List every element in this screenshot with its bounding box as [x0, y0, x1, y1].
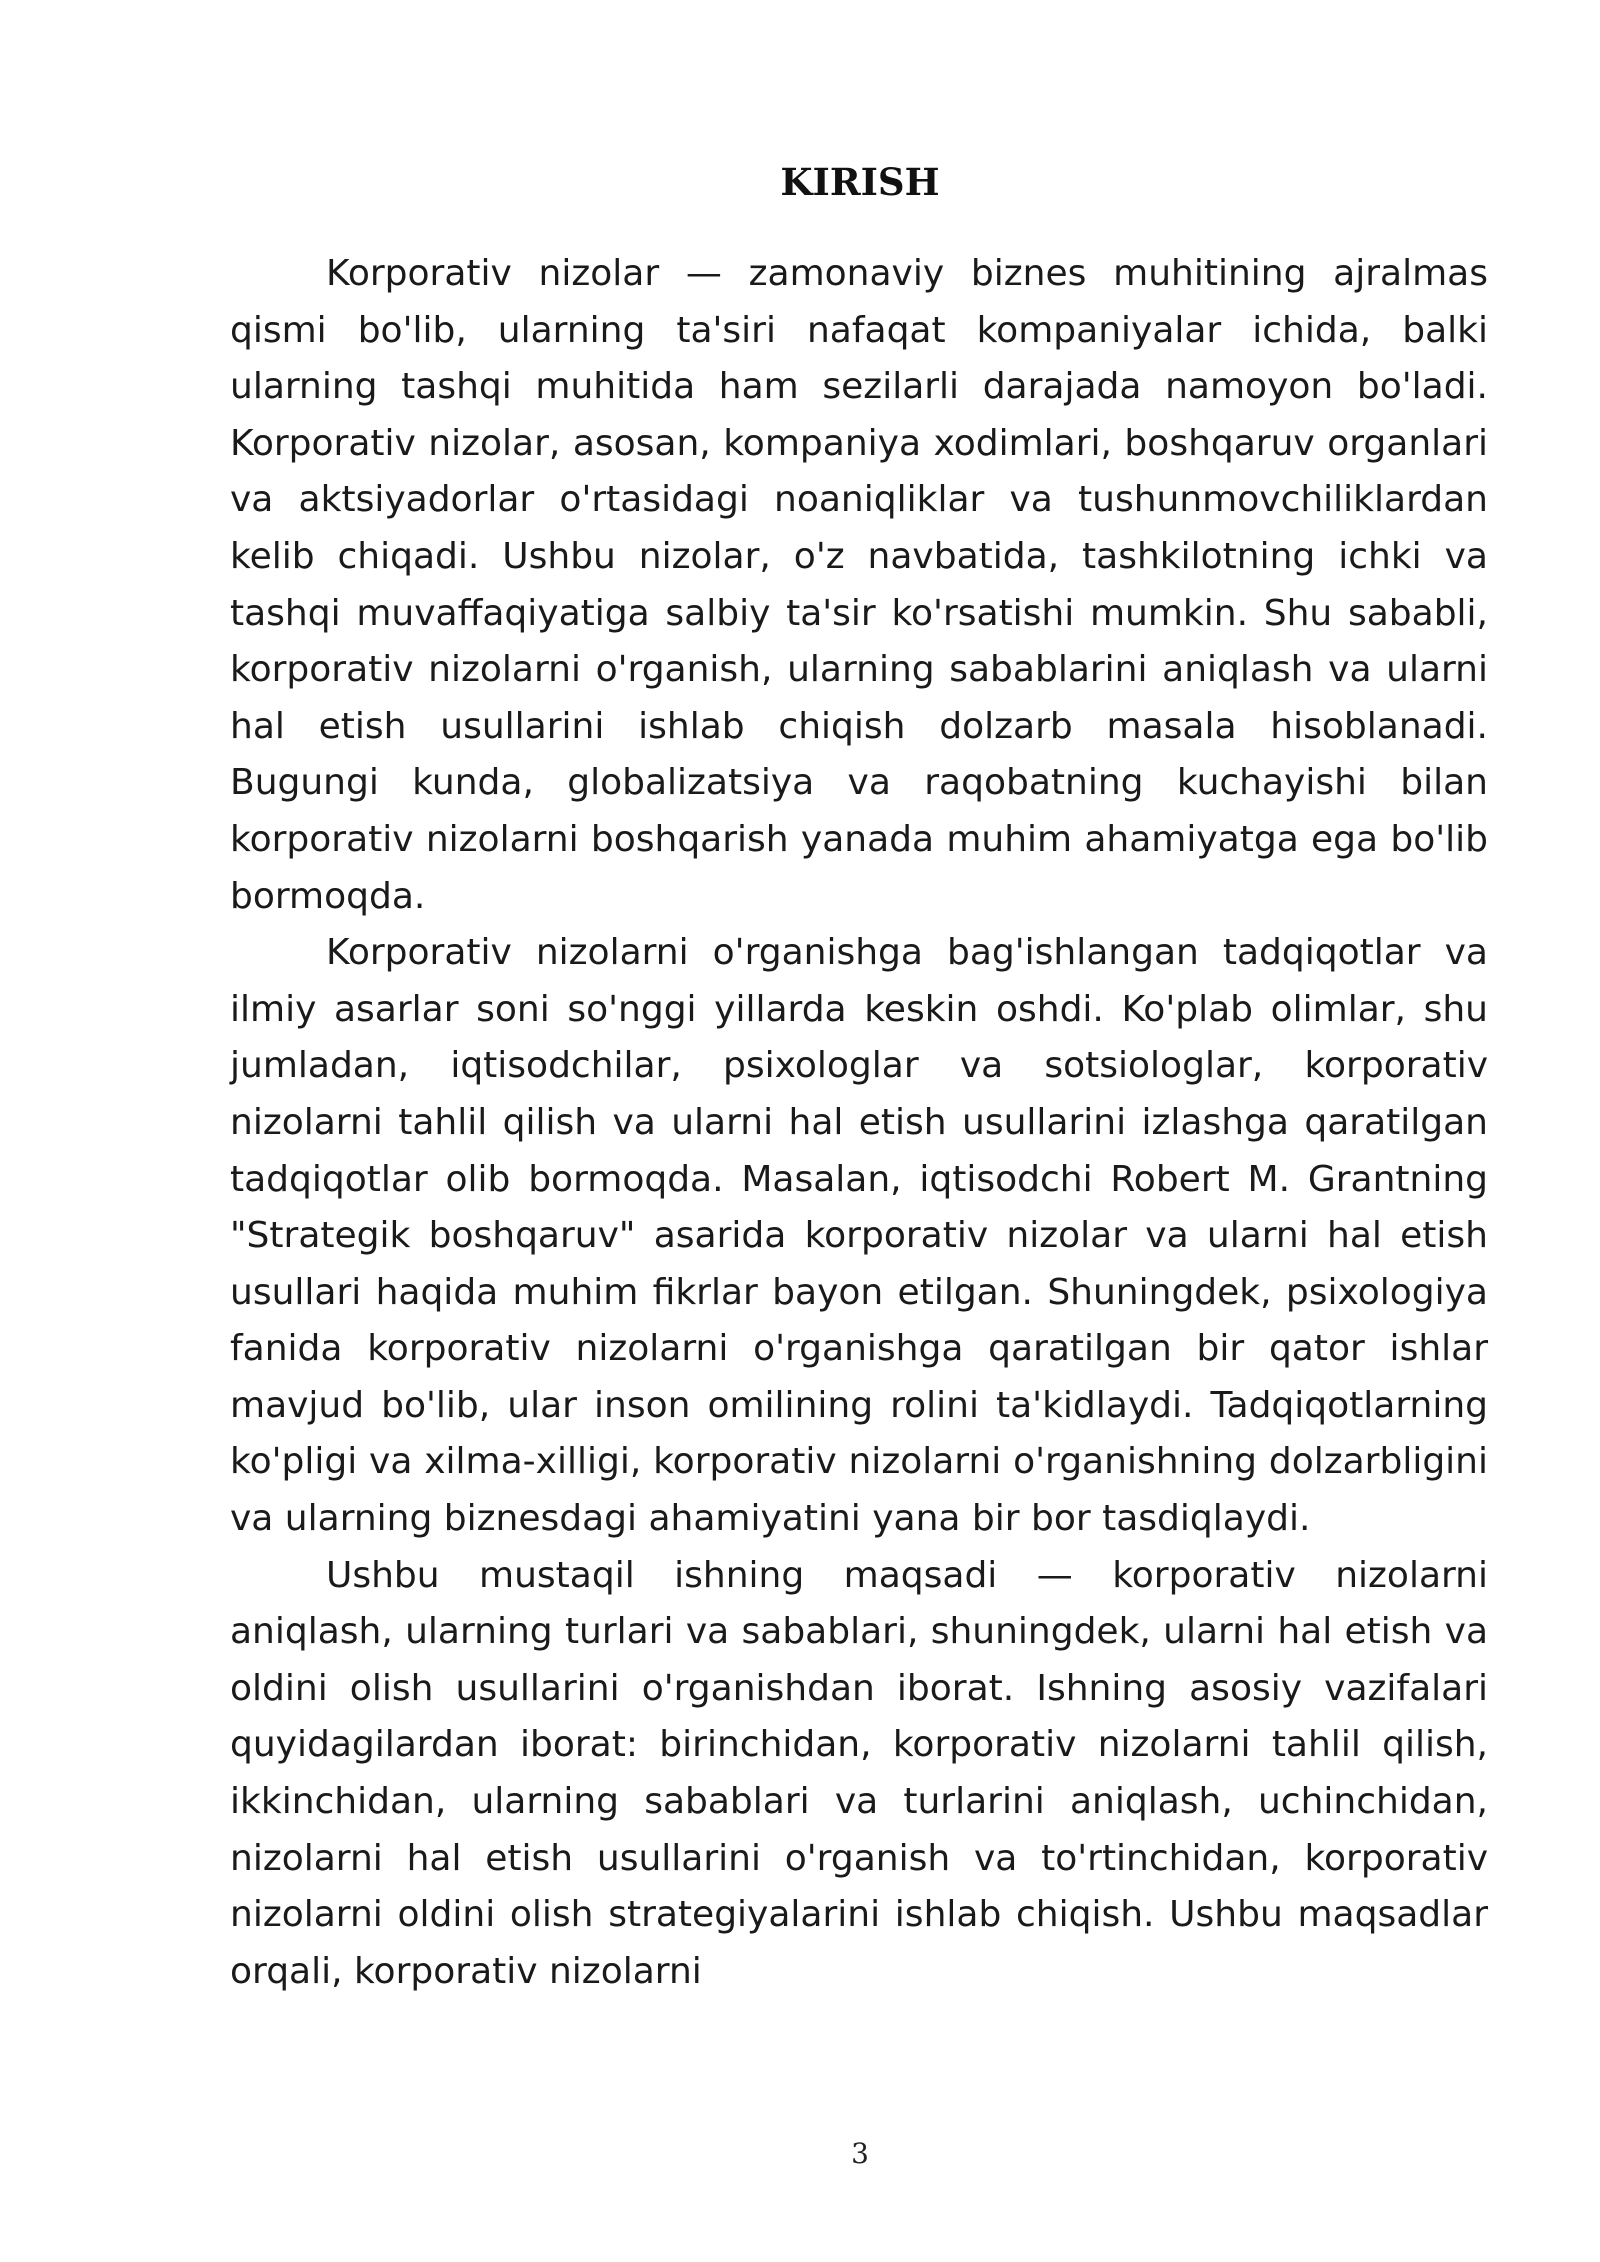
paragraph-1: Korporativ nizolar — zamonaviy biznes muhitining ajralmas qismi bo'lib, ularning ta'siri nafaqat kompaniyalar ichida, balki ularning tashqi muhitida ham sezilarli darajada namoyon bo'ladi. Korporativ nizolar, asosan, kompaniya xodimlari, boshqaruv organlari va aktsiyadorlar o'rtasidagi noaniqliklar va tushunmovchiliklardan kelib chiqadi. Ushbu nizolar, o'z navbatida, tashkilotning ichki va tashqi muvaffaqiyatiga salbiy ta'sir ko'rsatishi mumkin. Shu sababli, korporativ nizolarni o'rganish, ularning sabablarini aniqlash va ularni hal etish usullarini ishlab chiqish dolzarb masala hisoblanadi. Bugungi kunda, globalizatsiya va raqobatning kuchayishi bilan korporativ nizolarni boshqarish yanada muhim ahamiyatga ega bo'lib bormoqda.	[230, 253, 1488, 917]
page-number: 3	[851, 2137, 869, 2170]
body-text	[230, 246, 1488, 2000]
section-heading: KIRISH	[780, 160, 940, 204]
paragraph-2: Korporativ nizolarni o'rganishga bag'ishlangan tadqiqotlar va ilmiy asarlar soni so'nggi yillarda keskin oshdi. Ko'plab olimlar, shu jumladan, iqtisodchilar, psixologlar va sotsiologlar, korporativ nizolarni tahlil qilish va ularni hal etish usullarini izlashga qaratilgan tadqiqotlar olib bormoqda. Masalan, iqtisodchi Robert M. Grantning "Strategik boshqaruv" asarida korporativ nizolar va ularni hal etish usullari haqida muhim fikrlar bayon etilgan. Shuningdek, psixologiya fanida korporativ nizolarni o'rganishga qaratilgan bir qator ishlar mavjud bo'lib, ular inson omilining rolini ta'kidlaydi. Tadqiqotlarning ko'pligi va xilma-xilligi, korporativ nizolarni o'rganishning dolzarbligini va ularning biznesdagi ahamiyatini yana bir bor tasdiqlaydi.	[230, 932, 1488, 1540]
paragraph-3: Ushbu mustaqil ishning maqsadi — korporativ nizolarni aniqlash, ularning turlari va sabablari, shuningdek, ularni hal etish va oldini olish usullarini o'rganishdan iborat. Ishning asosiy vazifalari quyidagilardan iborat: birinchidan, korporativ nizolarni tahlil qilish, ikkinchidan, ularning sabablari va turlarini aniqlash, uchinchidan, nizolarni hal etish usullarini o'rganish va to'rtinchidan, korporativ nizolarni oldini olish strategiyalarini ishlab chiqish. Ushbu maqsadlar orqali, korporativ nizolarni	[230, 1554, 1488, 1992]
